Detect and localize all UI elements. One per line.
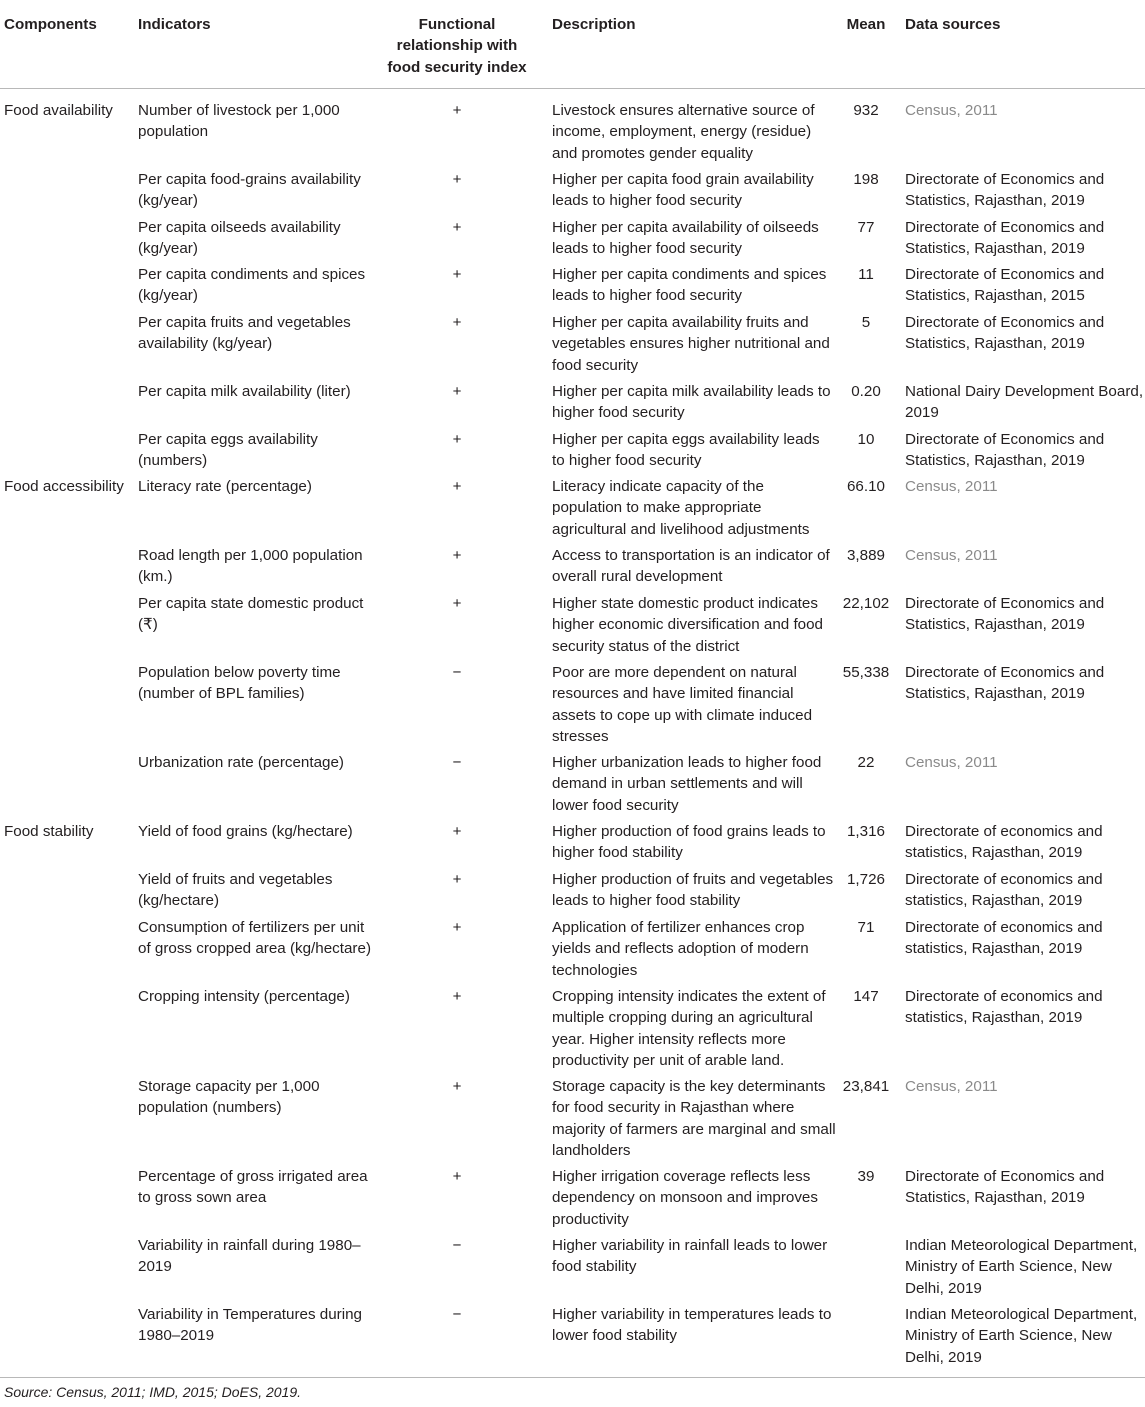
description-cell: Access to transportation is an indicator of overall rural development <box>552 547 830 586</box>
description-cell: Poor are more dependent on natural resources and have limited financial assets to cope up with climate induced stresses <box>552 664 813 746</box>
description-cell: Cropping intensity indicates the extent of multiple cropping during an agricultural year. Higher intensity reflects more productivity per unit of arable land. <box>552 988 826 1070</box>
relationship-cell: + <box>452 823 462 840</box>
relationship-cell: − <box>452 754 462 771</box>
data-source-cell: Census, 2011 <box>905 102 998 119</box>
description-cell: Higher production of food grains leads to higher food stability <box>552 823 826 862</box>
description-cell: Higher per capita availability of oilseeds leads to higher food security <box>552 219 819 258</box>
data-source-cell: Directorate of economics and statistics, Rajasthan, 2019 <box>905 871 1103 910</box>
indicator-cell: Cropping intensity (percentage) <box>138 988 350 1005</box>
description-cell: Higher per capita milk availability leads to higher food security <box>552 383 831 422</box>
description-cell: Higher variability in rainfall leads to lower food stability <box>552 1237 828 1276</box>
mean-cell: 1,726 <box>846 871 885 888</box>
description-cell: Literacy indicate capacity of the population to make appropriate agricultural and livelihood adjustments <box>552 478 810 538</box>
mean-cell: 932 <box>853 102 879 119</box>
relationship-cell: + <box>452 431 462 448</box>
mean-cell: 1,316 <box>846 823 885 840</box>
indicator-cell: Number of livestock per 1,000 population <box>138 102 340 141</box>
mean-cell: 198 <box>853 171 879 188</box>
data-source-cell: Directorate of Economics and Statistics, Rajasthan, 2015 <box>905 266 1105 305</box>
relationship-cell: + <box>452 988 462 1005</box>
indicator-cell: Variability in rainfall during 1980–2019 <box>138 1237 361 1276</box>
data-source-cell: Directorate of Economics and Statistics, Rajasthan, 2019 <box>905 171 1105 210</box>
data-source-cell: Census, 2011 <box>905 1078 998 1095</box>
mean-cell: 39 <box>857 1168 875 1185</box>
indicator-cell: Per capita milk availability (liter) <box>138 383 351 400</box>
data-source-cell: Directorate of Economics and Statistics, Rajasthan, 2019 <box>905 595 1105 634</box>
indicator-cell: Yield of fruits and vegetables (kg/hectare) <box>138 871 333 910</box>
data-source-cell: Directorate of Economics and Statistics, Rajasthan, 2019 <box>905 431 1105 470</box>
relationship-cell: + <box>452 266 462 283</box>
mean-cell: 147 <box>853 988 879 1005</box>
indicator-cell: Per capita eggs availability (numbers) <box>138 431 318 470</box>
description-cell: Livestock ensures alternative source of income, employment, energy (residue) and promotes gender equality <box>552 102 815 162</box>
footnote-label: Source: <box>4 1384 53 1400</box>
component-cell: Food stability <box>4 823 94 840</box>
header-indicators: Indicators <box>138 16 211 33</box>
mean-cell: 66.10 <box>846 478 885 495</box>
mean-cell: 23,841 <box>842 1078 890 1095</box>
data-source-cell: Census, 2011 <box>905 478 998 495</box>
mean-cell: 0.20 <box>851 383 881 400</box>
mean-cell: 55,338 <box>842 664 890 681</box>
data-source-cell: Directorate of economics and statistics, Rajasthan, 2019 <box>905 823 1103 862</box>
description-cell: Higher per capita condiments and spices leads to higher food security <box>552 266 827 305</box>
description-cell: Higher variability in temperatures leads to lower food stability <box>552 1306 832 1345</box>
data-source-cell: Directorate of Economics and Statistics, Rajasthan, 2019 <box>905 1168 1105 1207</box>
data-source-cell: Census, 2011 <box>905 754 998 771</box>
indicator-cell: Literacy rate (percentage) <box>138 478 312 495</box>
data-source-cell: National Dairy Development Board, 2019 <box>905 383 1144 422</box>
description-cell: Higher state domestic product indicates higher economic diversification and food security status of the district <box>552 595 824 655</box>
relationship-cell: − <box>452 1306 462 1323</box>
data-source-cell: Directorate of economics and statistics, Rajasthan, 2019 <box>905 988 1103 1027</box>
relationship-cell: + <box>452 383 462 400</box>
description-cell: Higher per capita eggs availability leads to higher food security <box>552 431 820 470</box>
mean-cell: 22,102 <box>842 595 890 612</box>
description-cell: Storage capacity is the key determinants for food security in Rajasthan where majority of farmers are marginal and small landholders <box>552 1078 836 1160</box>
indicator-cell: Per capita food-grains availability (kg/year) <box>138 171 361 210</box>
header-functional-relationship: Functional relationship with food security index <box>387 16 527 76</box>
description-cell: Higher irrigation coverage reflects less dependency on monsoon and improves productivity <box>552 1168 818 1228</box>
relationship-cell: + <box>452 314 462 331</box>
indicator-cell: Consumption of fertilizers per unit of gross cropped area (kg/hectare) <box>138 919 371 958</box>
description-cell: Higher production of fruits and vegetables leads to higher food stability <box>552 871 834 910</box>
relationship-cell: + <box>452 547 462 564</box>
indicator-cell: Percentage of gross irrigated area to gross sown area <box>138 1168 368 1207</box>
data-source-cell: Directorate of Economics and Statistics, Rajasthan, 2019 <box>905 664 1105 703</box>
component-cell: Food accessibility <box>4 478 124 495</box>
description-cell: Application of fertilizer enhances crop yields and reflects adoption of modern technologies <box>552 919 809 979</box>
data-source-cell: Census, 2011 <box>905 547 998 564</box>
indicator-cell: Per capita condiments and spices (kg/year) <box>138 266 366 305</box>
header-mean: Mean <box>846 16 886 33</box>
mean-cell: 5 <box>861 314 871 331</box>
data-source-cell: Indian Meteorological Department, Ministry of Earth Science, New Delhi, 2019 <box>905 1306 1138 1366</box>
header-components: Components <box>4 16 97 33</box>
relationship-cell: + <box>452 171 462 188</box>
indicator-cell: Per capita fruits and vegetables availability (kg/year) <box>138 314 351 353</box>
indicator-cell: Per capita oilseeds availability (kg/year) <box>138 219 341 258</box>
relationship-cell: + <box>452 219 462 236</box>
relationship-cell: + <box>452 102 462 119</box>
indicator-cell: Urbanization rate (percentage) <box>138 754 344 771</box>
description-cell: Higher per capita availability fruits and vegetables ensures higher nutritional and food security <box>552 314 830 374</box>
mean-cell: 22 <box>857 754 875 771</box>
relationship-cell: + <box>452 1078 462 1095</box>
component-cell: Food availability <box>4 102 113 119</box>
indicator-cell: Per capita state domestic product (₹) <box>138 595 364 634</box>
table-footnote <box>4 1384 301 1400</box>
relationship-cell: − <box>452 1237 462 1254</box>
relationship-cell: + <box>452 478 462 495</box>
header-data-sources: Data sources <box>905 16 1001 33</box>
relationship-cell: + <box>452 919 462 936</box>
relationship-cell: + <box>452 871 462 888</box>
mean-cell: 3,889 <box>846 547 885 564</box>
mean-cell: 10 <box>857 431 875 448</box>
relationship-cell: + <box>452 595 462 612</box>
data-source-cell: Directorate of Economics and Statistics, Rajasthan, 2019 <box>905 314 1105 353</box>
data-source-cell: Directorate of economics and statistics, Rajasthan, 2019 <box>905 919 1103 958</box>
indicator-cell: Population below poverty time (number of BPL families) <box>138 664 341 703</box>
footnote-text: Census, 2011; IMD, 2015; DoES, 2019. <box>52 1384 302 1400</box>
header-description: Description <box>552 16 636 33</box>
indicator-cell: Storage capacity per 1,000 population (numbers) <box>138 1078 320 1117</box>
indicator-cell: Road length per 1,000 population (km.) <box>138 547 363 586</box>
table-bottom-rule <box>0 1377 1145 1378</box>
relationship-cell: − <box>452 664 462 681</box>
mean-cell: 11 <box>858 266 874 283</box>
indicator-cell: Variability in Temperatures during 1980–2019 <box>138 1306 362 1345</box>
data-source-cell: Indian Meteorological Department, Ministry of Earth Science, New Delhi, 2019 <box>905 1237 1138 1297</box>
description-cell: Higher per capita food grain availability leads to higher food security <box>552 171 814 210</box>
description-cell: Higher urbanization leads to higher food demand in urban settlements and will lower food security <box>552 754 822 814</box>
mean-cell: 71 <box>857 919 875 936</box>
table-header <box>0 0 1145 89</box>
mean-cell: 77 <box>857 219 875 236</box>
data-source-cell: Directorate of Economics and Statistics, Rajasthan, 2019 <box>905 219 1105 258</box>
indicator-cell: Yield of food grains (kg/hectare) <box>138 823 353 840</box>
relationship-cell: + <box>452 1168 462 1185</box>
